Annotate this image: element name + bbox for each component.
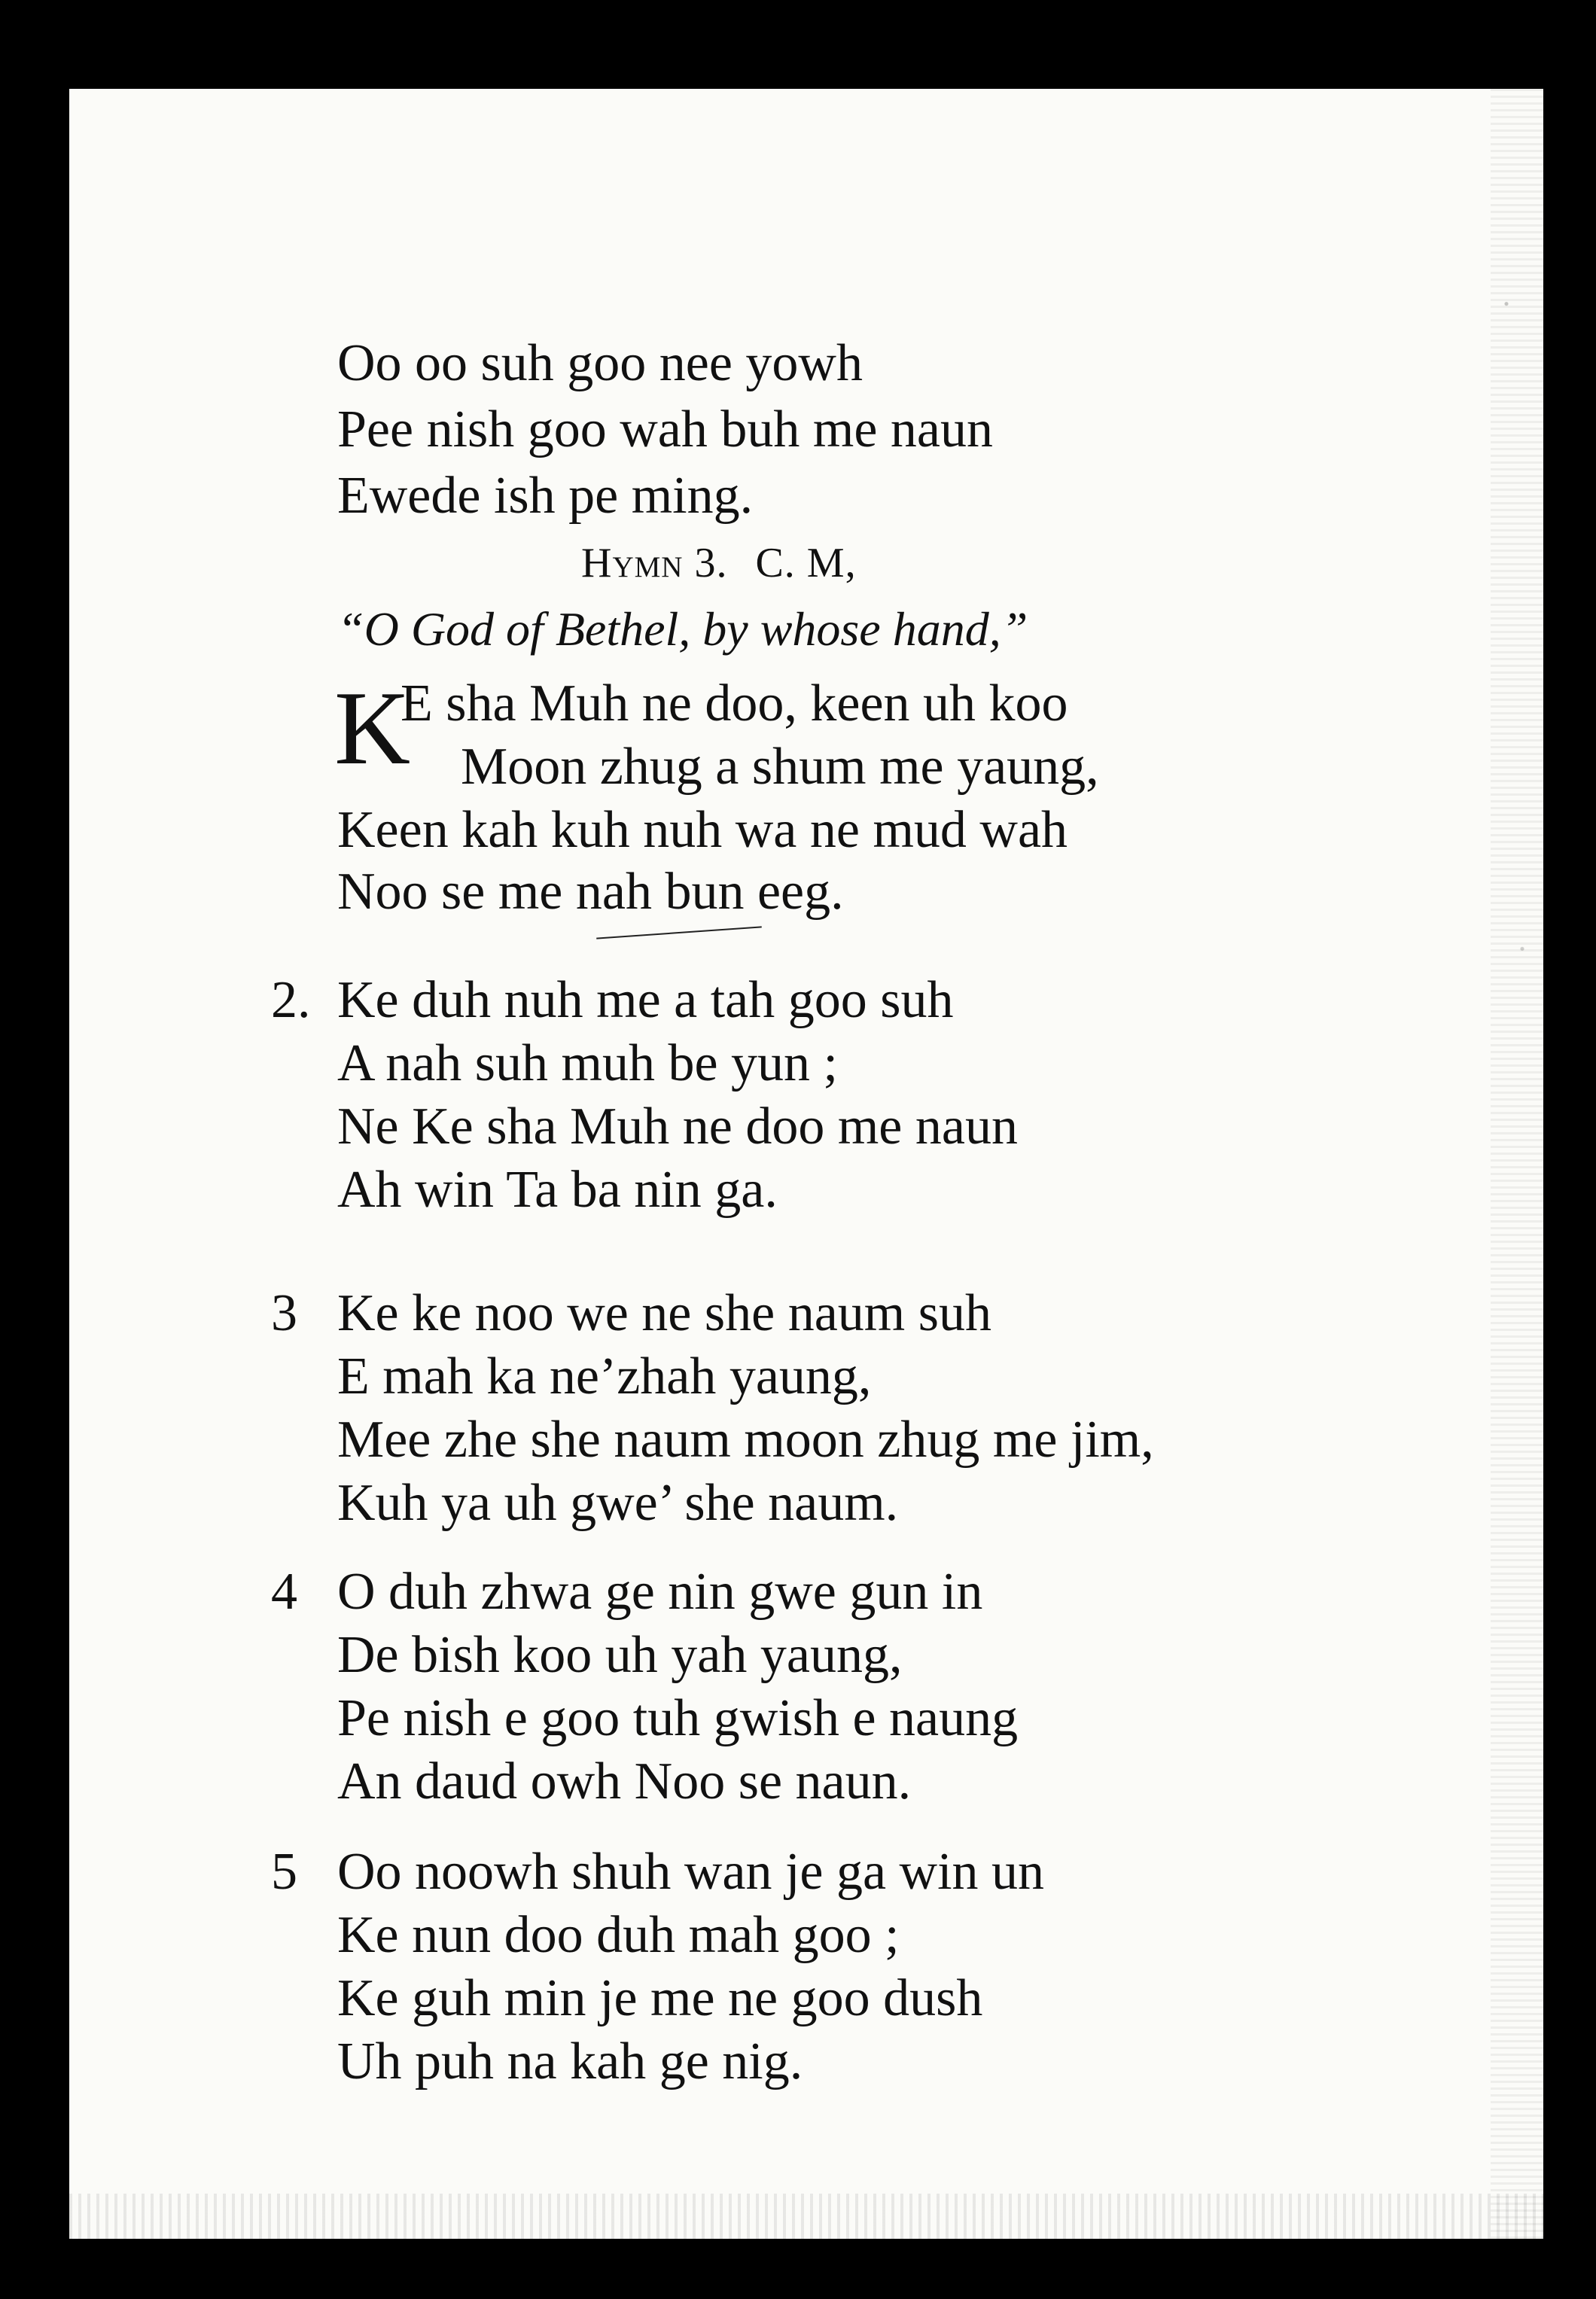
verse-4-number: 4 xyxy=(271,1563,297,1621)
verse-2-line-3: Ne Ke sha Muh ne doo me naun xyxy=(337,1098,1018,1156)
verse-5-line-2: Ke nun doo duh mah goo ; xyxy=(337,1906,900,1964)
verse-2-number: 2. xyxy=(271,971,311,1029)
verse-5-line-4: Uh puh na kah ge nig. xyxy=(337,2033,803,2090)
verse-3-line-3: Mee zhe she naum moon zhug me jim, xyxy=(337,1411,1154,1469)
verse-1-line-3: Keen kah kuh nuh wa ne mud wah xyxy=(337,801,1068,859)
continuation-line-2: Pee nish goo wah buh me naun xyxy=(337,400,993,458)
verse-3-line-4: Kuh ya uh gwe’ she naum. xyxy=(337,1474,899,1532)
hymn-subtitle: “O God of Bethel, by whose hand,” xyxy=(337,602,1028,656)
continuation-line-3: Ewede ish pe ming. xyxy=(337,467,754,525)
verse-5-number: 5 xyxy=(271,1843,297,1901)
verse-4-line-2: De bish koo uh yah yaung, xyxy=(337,1626,903,1684)
book-page xyxy=(69,89,1543,2239)
verse-3-line-1: Ke ke noo we ne she naum suh xyxy=(337,1284,991,1342)
continuation-line-1: Oo oo suh goo nee yowh xyxy=(337,334,863,392)
hymn-label: Hymn xyxy=(581,540,684,586)
page-bottom-texture xyxy=(69,2194,1543,2239)
verse-divider xyxy=(596,926,762,939)
verse-1-line-4: Noo se me nah bun eeg. xyxy=(337,863,844,921)
verse-3-number: 3 xyxy=(271,1284,297,1342)
verse-1-line-2: Moon zhug a shum me yaung, xyxy=(461,738,1099,796)
verse-2-line-4: Ah win Ta ba nin ga. xyxy=(337,1161,778,1219)
hymn-heading xyxy=(581,542,857,584)
drop-cap: K xyxy=(334,670,411,787)
verse-4-line-1: O duh zhwa ge nin gwe gun in xyxy=(337,1563,983,1621)
verse-4-line-3: Pe nish e goo tuh gwish e naung xyxy=(337,1689,1019,1747)
hymn-meter: C. M, xyxy=(755,540,857,586)
verse-5-line-1: Oo noowh shuh wan je ga win un xyxy=(337,1843,1045,1901)
page-edge-texture xyxy=(1491,89,1543,2239)
hymn-number: 3. xyxy=(694,540,728,586)
verse-2-line-1: Ke duh nuh me a tah goo suh xyxy=(337,971,954,1029)
verse-1-line-1: E sha Muh ne doo, keen uh koo xyxy=(401,674,1068,732)
verse-5-line-3: Ke guh min je me ne goo dush xyxy=(337,1969,983,2027)
verse-2-line-2: A nah suh muh be yun ; xyxy=(337,1034,838,1092)
verse-4-line-4: An daud owh Noo se naun. xyxy=(337,1752,912,1810)
verse-3-line-2: E mah ka ne’zhah yaung, xyxy=(337,1347,872,1405)
